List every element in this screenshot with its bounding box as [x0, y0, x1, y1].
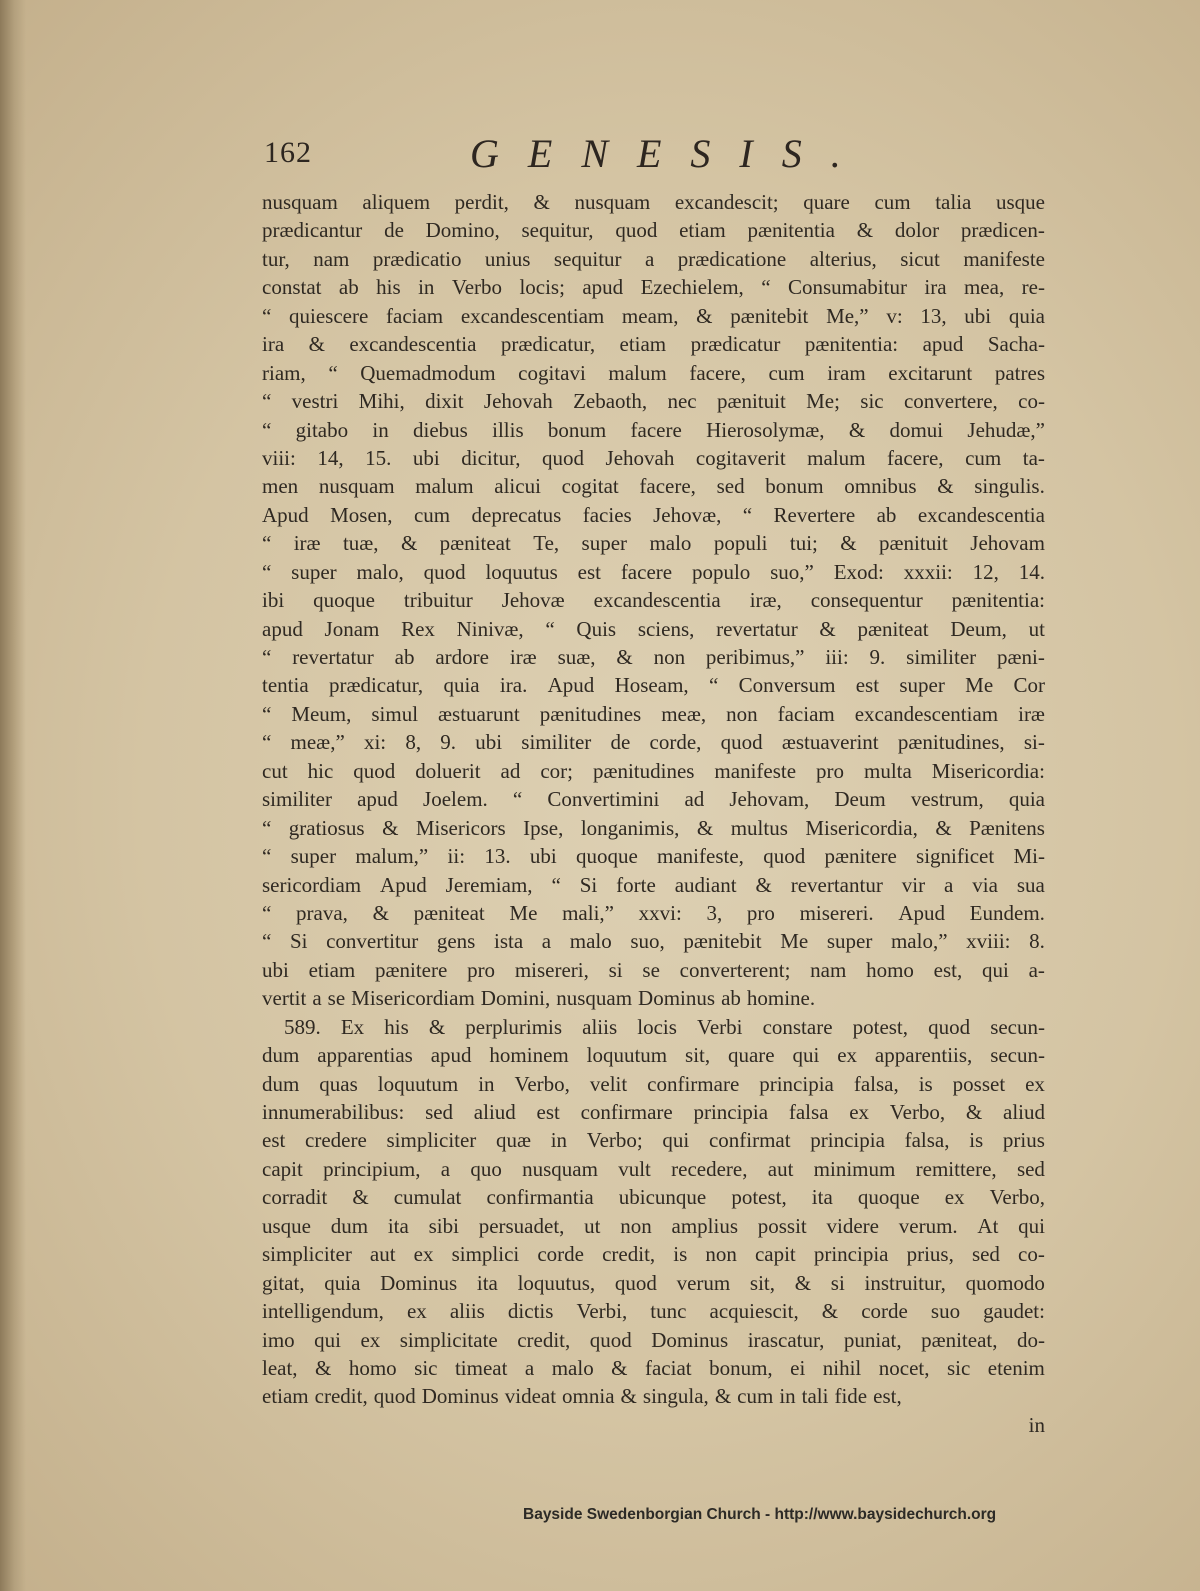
text-line: tur, nam prædicatio unius sequitur a prædicatione alterius, sicut manifeste — [262, 246, 1045, 271]
text-line: innumerabilibus: sed aliud est confirmare principia falsa ex Verbo, & aliud — [262, 1100, 1045, 1124]
text-line: sericordiam Apud Jeremiam, “ Si forte audiant & revertantur vir a via sua — [262, 872, 1045, 897]
text-line: men nusquam malum alicui cogitat facere, sed bonum omnibus & singulis. — [262, 474, 1045, 499]
text-line: ubi etiam pænitere pro misereri, si se converterent; nam homo est, qui a- — [262, 957, 1045, 982]
text-line: “ revertatur ab ardore iræ suæ, & non peribimus,” iii: 9. similiter pæni- — [262, 645, 1045, 669]
text-line: gitat, quia Dominus ita loquutus, quod verum sit, & si instruitur, quomodo — [262, 1270, 1045, 1295]
text-line: etiam credit, quod Dominus videat omnia & singula, & cum in tali fide est, — [262, 1384, 902, 1409]
text-line: “ Meum, simul æstuarunt pænitudines meæ, non faciam excandescentiam iræ — [262, 701, 1045, 726]
text-line: ibi quoque tribuitur Jehovæ excandescentia iræ, consequentur pænitentia: — [262, 588, 1045, 613]
body-text — [262, 188, 1045, 1439]
text-line: “ quiescere faciam excandescentiam meam, & pænitebit Me,” v: 13, ubi quia — [262, 303, 1045, 328]
book-spine-shadow — [0, 0, 26, 1591]
text-line: Apud Mosen, cum deprecatus facies Jehovæ, “ Revertere ab excandescentia — [262, 502, 1045, 527]
text-line: prædicantur de Domino, sequitur, quod etiam pænitentia & dolor prædicen- — [262, 218, 1045, 243]
text-line: “ meæ,” xi: 8, 9. ubi similiter de corde, quod æstuaverint pænitudines, si- — [262, 730, 1045, 755]
text-line: “ vestri Mihi, dixit Jehovah Zebaoth, nec pænituit Me; sic convertere, co- — [262, 389, 1045, 414]
text-line: “ Si convertitur gens ista a malo suo, pænitebit Me super malo,” xviii: 8. — [262, 929, 1045, 954]
text-line: “ super malum,” ii: 13. ubi quoque manifeste, quod pænitere significet Mi- — [262, 844, 1045, 869]
text-line: corradit & cumulat confirmantia ubicunque potest, ita quoque ex Verbo, — [262, 1185, 1045, 1210]
text-line: est credere simpliciter quæ in Verbo; qui confirmat principia falsa, is prius — [262, 1128, 1045, 1153]
text-line: tentia prædicatur, quia ira. Apud Hoseam, “ Conversum est super Me Cor — [262, 673, 1045, 698]
text-line: cut hic quod doluerit ad cor; pænitudines manifeste pro multa Misericordia: — [262, 758, 1045, 783]
text-line: vertit a se Misericordiam Domini, nusquam Dominus ab homine. — [262, 986, 816, 1011]
watermark-credit: Bayside Swedenborgian Church - http://www.baysidechurch.org — [523, 1506, 997, 1523]
text-line: riam, “ Quemadmodum cogitavi malum facere, cum iram excitarunt patres — [262, 360, 1045, 385]
text-line: “ super malo, quod loquutus est facere populo suo,” Exod: xxxii: 12, 14. — [262, 559, 1045, 584]
text-line: “ gitabo in diebus illis bonum facere Hierosolymæ, & domui Jehudæ,” — [262, 417, 1045, 442]
text-line: ira & excandescentia prædicatur, etiam prædicatur pænitentia: apud Sacha- — [262, 332, 1045, 357]
catchword: in — [1028, 1412, 1045, 1437]
text-line: constat ab his in Verbo locis; apud Ezechielem, “ Consumabitur ira mea, re- — [262, 275, 1045, 300]
page-number: 162 — [264, 136, 312, 169]
text-line: “ iræ tuæ, & pæniteat Te, super malo populi tui; & pænituit Jehovam — [262, 531, 1045, 556]
text-line: usque dum ita sibi persuadet, ut non amplius possit videre verum. At qui — [262, 1213, 1045, 1238]
text-line: simpliciter aut ex simplici corde credit, is non capit principia prius, sed co- — [262, 1242, 1045, 1267]
text-line: apud Jonam Rex Ninivæ, “ Quis sciens, revertatur & pæniteat Deum, ut — [262, 616, 1045, 641]
running-title: GENESIS. — [470, 131, 870, 176]
text-line: 589. Ex his & perplurimis aliis locis Verbi constare potest, quod secun- — [284, 1014, 1045, 1039]
page-header — [262, 130, 1062, 190]
text-line: “ gratiosus & Misericors Ipse, longanimis, & multus Misericordia, & Pænitens — [262, 815, 1045, 840]
text-line: capit principium, a quo nusquam vult recedere, aut minimum remittere, sed — [262, 1156, 1045, 1181]
text-line: dum apparentias apud hominem loquutum sit, quare qui ex apparentiis, secun- — [262, 1043, 1045, 1068]
text-line: intelligendum, ex aliis dictis Verbi, tunc acquiescit, & corde suo gaudet: — [262, 1299, 1045, 1324]
text-line: dum quas loquutum in Verbo, velit confirmare principia falsa, is posset ex — [262, 1071, 1045, 1096]
text-line: leat, & homo sic timeat a malo & faciat bonum, ei nihil nocet, sic etenim — [262, 1355, 1045, 1380]
text-line: “ prava, & pæniteat Me mali,” xxvi: 3, pro misereri. Apud Eundem. — [262, 900, 1045, 925]
text-line: similiter apud Joelem. “ Convertimini ad Jehovam, Deum vestrum, quia — [262, 787, 1045, 812]
text-line: imo qui ex simplicitate credit, quod Dominus irascatur, puniat, pæniteat, do- — [262, 1327, 1045, 1352]
text-line: viii: 14, 15. ubi dicitur, quod Jehovah cogitaverit malum facere, cum ta- — [262, 445, 1045, 470]
text-line: nusquam aliquem perdit, & nusquam excandescit; quare cum talia usque — [262, 190, 1045, 214]
